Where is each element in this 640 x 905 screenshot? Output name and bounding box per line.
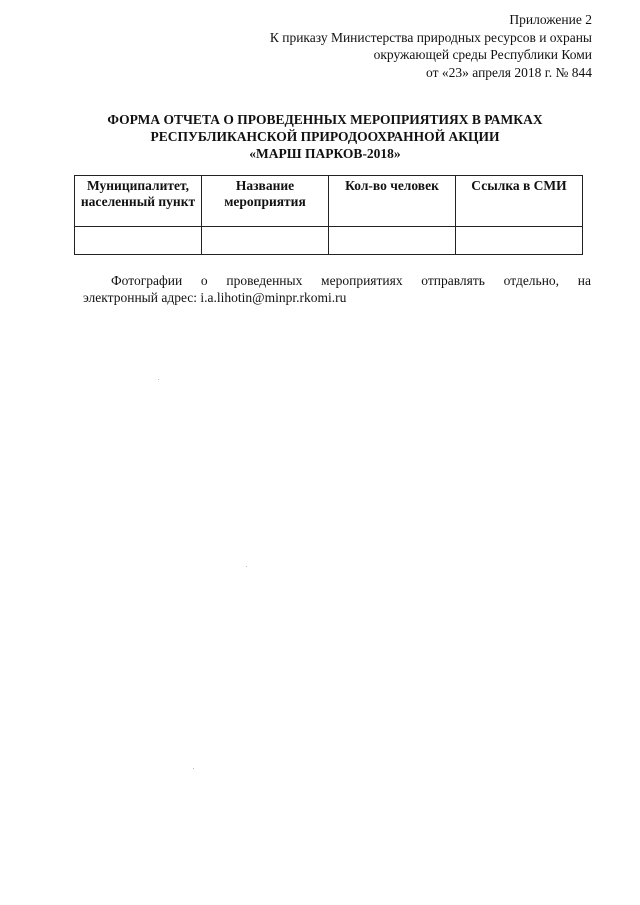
column-header-event-name: Название мероприятия (202, 176, 329, 227)
photo-instructions (83, 272, 591, 306)
scan-speck (193, 768, 194, 769)
title-line-3: «МАРШ ПАРКОВ-2018» (249, 146, 401, 161)
order-reference-cont: окружающей среды Республики Коми (373, 47, 592, 62)
scan-speck (158, 379, 159, 380)
order-date-number: от «23» апреля 2018 г. № 844 (426, 64, 592, 80)
table-cell-municipality (75, 227, 202, 255)
order-reference: К приказу Министерства природных ресурсов и охраны (269, 29, 592, 45)
appendix-header (270, 11, 592, 81)
title-line-2: РЕСПУБЛИКАНСКОЙ ПРИРОДООХРАННОЙ АКЦИИ (150, 129, 500, 144)
table-row (75, 227, 583, 255)
table-cell-media-link (456, 227, 583, 255)
column-header-municipality: Муниципалитет, населенный пункт (75, 176, 202, 227)
form-title (60, 111, 590, 162)
column-header-media-link: Ссылка в СМИ (456, 176, 583, 227)
table-cell-people-count (329, 227, 456, 255)
report-table (74, 175, 583, 255)
scan-speck (246, 566, 247, 567)
table-header-row (75, 176, 583, 227)
table-cell-event-name (202, 227, 329, 255)
photo-instructions-line-1: Фотографии о проведенных мероприятиях отправлять отдельно, на (111, 273, 591, 288)
column-header-people-count: Кол-во человек (329, 176, 456, 227)
title-line-1: ФОРМА ОТЧЕТА О ПРОВЕДЕННЫХ МЕРОПРИЯТИЯХ В РАМКАХ (107, 112, 543, 127)
photo-instructions-line-2: электронный адрес: i.a.lihotin@minpr.rkomi.ru (83, 290, 347, 305)
appendix-number: Приложение 2 (509, 12, 592, 27)
